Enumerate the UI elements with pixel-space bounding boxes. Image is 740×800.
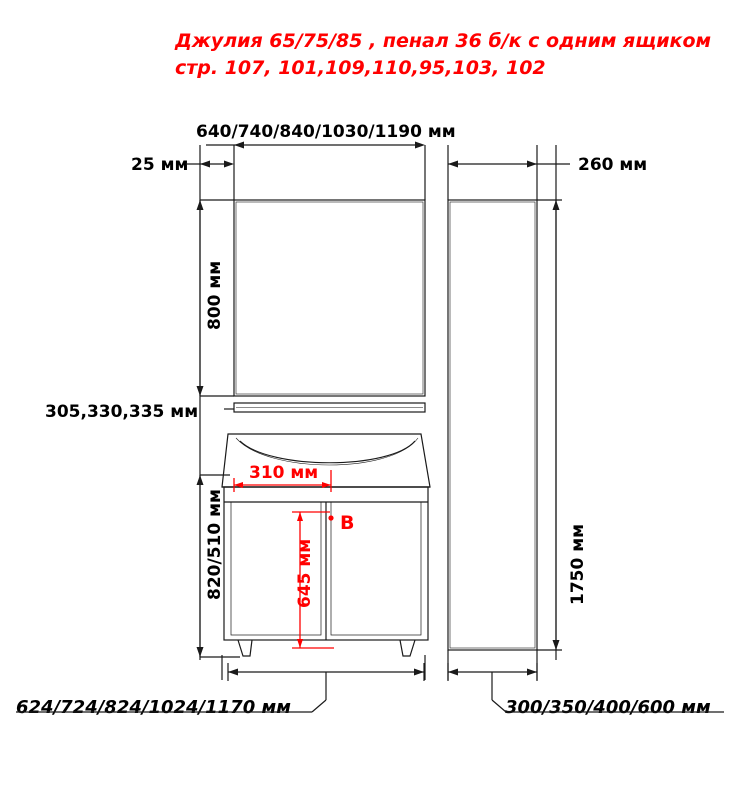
label-sink-depth: 310 мм xyxy=(249,463,319,483)
label-pencil-width: 300/350/400/600 мм xyxy=(505,697,711,718)
point-marker-b: В xyxy=(340,512,355,534)
title-line-2: стр. 107, 101,109,110,95,103, 102 xyxy=(175,57,546,79)
label-cabinet-height: 820/510 мм xyxy=(205,489,225,600)
label-pencil-height: 1750 мм xyxy=(568,523,588,605)
label-bottom-width: 624/724/824/1024/1170 мм xyxy=(16,697,291,718)
label-door-height: 645 мм xyxy=(295,538,315,608)
label-mirror-height: 800 мм xyxy=(205,260,225,330)
label-left-offset: 25 мм xyxy=(131,155,189,175)
label-top-width: 640/740/840/1030/1190 мм xyxy=(196,122,456,142)
label-pencil-depth: 260 мм xyxy=(578,155,648,175)
label-shelf-widths: 305,330,335 мм xyxy=(45,402,199,422)
title-line-1: Джулия 65/75/85 , пенал 36 б/к с одним ящиком xyxy=(175,30,712,52)
